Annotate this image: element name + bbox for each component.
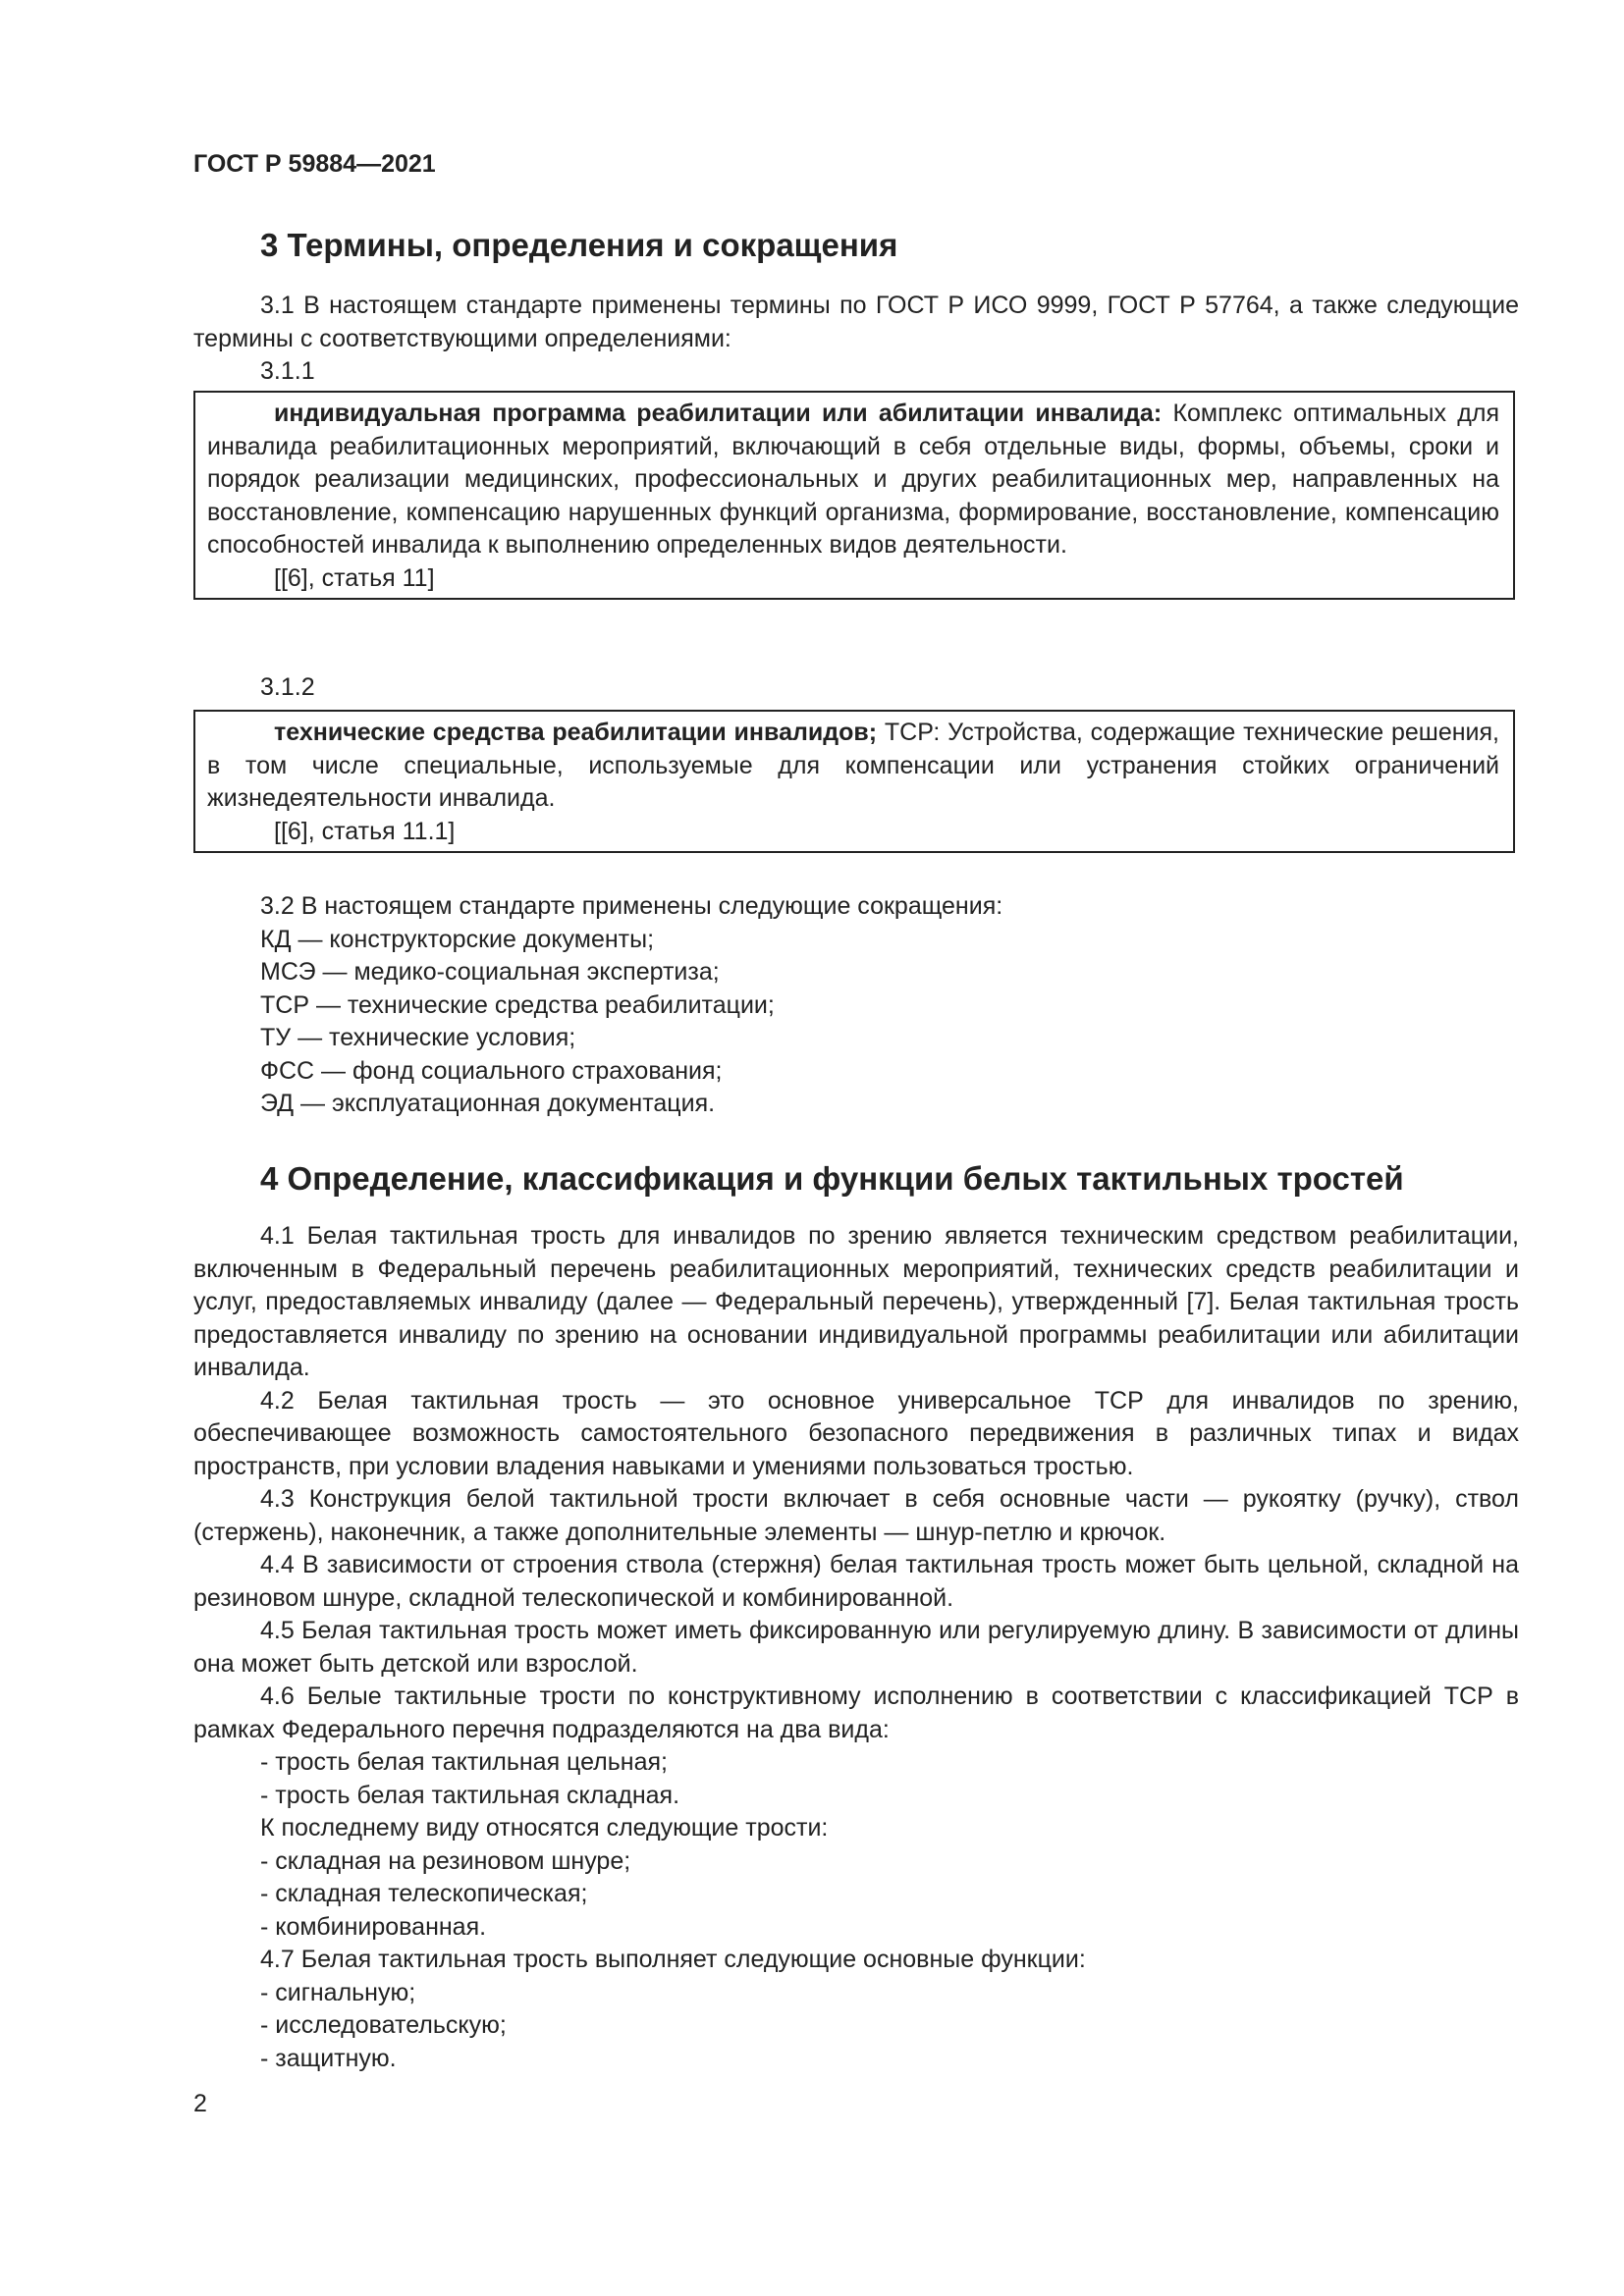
term-1-term: индивидуальная программа реабилитации или абилитации инвалида: <box>274 400 1163 427</box>
cane-type-item: - трость белая тактильная цельная; <box>260 1748 668 1776</box>
term-2-definition: ТСР: Устройства, содержащие технические решения, в том числе специальные, используемые для компенсации или устранения стойких ограничений жизнедеятельности инвалида. <box>207 719 1499 812</box>
term-2-source: [[6], статья 11.1] <box>274 817 456 845</box>
term-2-definition-paragraph <box>207 717 1499 816</box>
abbreviation-item: ФСС — фонд социального страхования; <box>260 1056 723 1085</box>
section-4-title: 4 Определение, классификация и функции белых тактильных тростей <box>260 1160 1404 1197</box>
page-number: 2 <box>193 2090 207 2117</box>
clause-4-6-continuation: К последнему виду относятся следующие трости: <box>260 1814 829 1842</box>
abbreviation-item: КД — конструкторские документы; <box>260 925 655 953</box>
document-header-code: ГОСТ Р 59884—2021 <box>193 150 436 178</box>
clause-4-2: 4.2 Белая тактильная трость — это основное универсальное ТСР для инвалидов по зрению, обеспечивающее возможность самостоятельного безопасного передвижения в различных типах и видах пространств, при условии владения навыками и умениями пользоваться тростью. <box>193 1386 1519 1480</box>
clause-3-1 <box>193 290 1519 355</box>
term-2-term: технические средства реабилитации инвалидов; <box>274 719 878 746</box>
clause-4-6: 4.6 Белые тактильные трости по конструктивному исполнению в соответствии с классификацией ТСР в рамках Федерального перечня подразделяются на два вида: <box>193 1682 1519 1743</box>
term-2-number: 3.1.2 <box>260 673 315 701</box>
clause-4-4: 4.4 В зависимости от строения ствола (стержня) белая тактильная трость может быть цельной, складной на резиновом шнуре, складной телескопической и комбинированной. <box>193 1551 1519 1612</box>
cane-subtype-item: - комбинированная. <box>260 1912 487 1941</box>
cane-function-item: - сигнальную; <box>260 1978 416 2006</box>
section-3-title: 3 Термины, определения и сокращения <box>260 227 898 263</box>
clause-4-5: 4.5 Белая тактильная трость может иметь фиксированную или регулируемую длину. В зависимости от длины она может быть детской или взрослой. <box>193 1617 1519 1678</box>
cane-function-item: - защитную. <box>260 2044 397 2072</box>
cane-subtype-item: - складная телескопическая; <box>260 1880 588 1907</box>
term-1-number: 3.1.1 <box>260 357 315 385</box>
section-4-body <box>193 1220 1519 2075</box>
clause-3-2 <box>193 890 1519 1121</box>
clause-3-1-text: 3.1 В настоящем стандарте применены термины по ГОСТ Р ИСО 9999, ГОСТ Р 57764, а также следующие термины с соответствующими определениями: <box>193 292 1519 352</box>
cane-type-item: - трость белая тактильная складная. <box>260 1781 680 1809</box>
term-1-definition: Комплекс оптимальных для инвалида реабилитационных мероприятий, включающий в себя отдельные виды, формы, объемы, сроки и порядок реализации медицинских, профессиональных и других реабилитационных мер, направленных на восстановление, компенсацию нарушенных функций организма, формирование, восстановление, компенсацию способностей инвалида к выполнению определенных видов деятельности. <box>207 400 1499 559</box>
term-1-box <box>193 391 1515 600</box>
clause-3-2-text: 3.2 В настоящем стандарте применены следующие сокращения: <box>260 892 1003 920</box>
term-1-source: [[6], статья 11] <box>274 563 435 592</box>
clause-4-1: 4.1 Белая тактильная трость для инвалидов по зрению является техническим средством реабилитации, включенным в Федеральный перечень реабилитационных мероприятий, технических средств реабилитации и услуг, предоставляемых инвалиду (далее — Федеральный перечень), утвержденный [7]. Белая тактильная трость предоставляется инвалиду по зрению на основании индивидуальной программы реабилитации или абилитации инвалида. <box>193 1222 1519 1381</box>
abbreviation-item: МСЭ — медико-социальная экспертиза; <box>260 958 720 986</box>
clause-4-3: 4.3 Конструкция белой тактильной трости включает в себя основные части — рукоятку (ручку), ствол (стержень), наконечник, а также дополнительные элементы — шнур-петлю и крючок. <box>193 1485 1519 1546</box>
term-2-box <box>193 710 1515 853</box>
clause-4-7: 4.7 Белая тактильная трость выполняет следующие основные функции: <box>260 1946 1086 1973</box>
term-1-definition-paragraph <box>207 398 1499 562</box>
cane-function-item: - исследовательскую; <box>260 2011 507 2039</box>
abbreviation-item: ТСР — технические средства реабилитации; <box>260 990 775 1019</box>
cane-subtype-item: - складная на резиновом шнуре; <box>260 1846 631 1875</box>
abbreviation-item: ТУ — технические условия; <box>260 1024 576 1051</box>
abbreviation-item: ЭД — эксплуатационная документация. <box>260 1090 716 1117</box>
